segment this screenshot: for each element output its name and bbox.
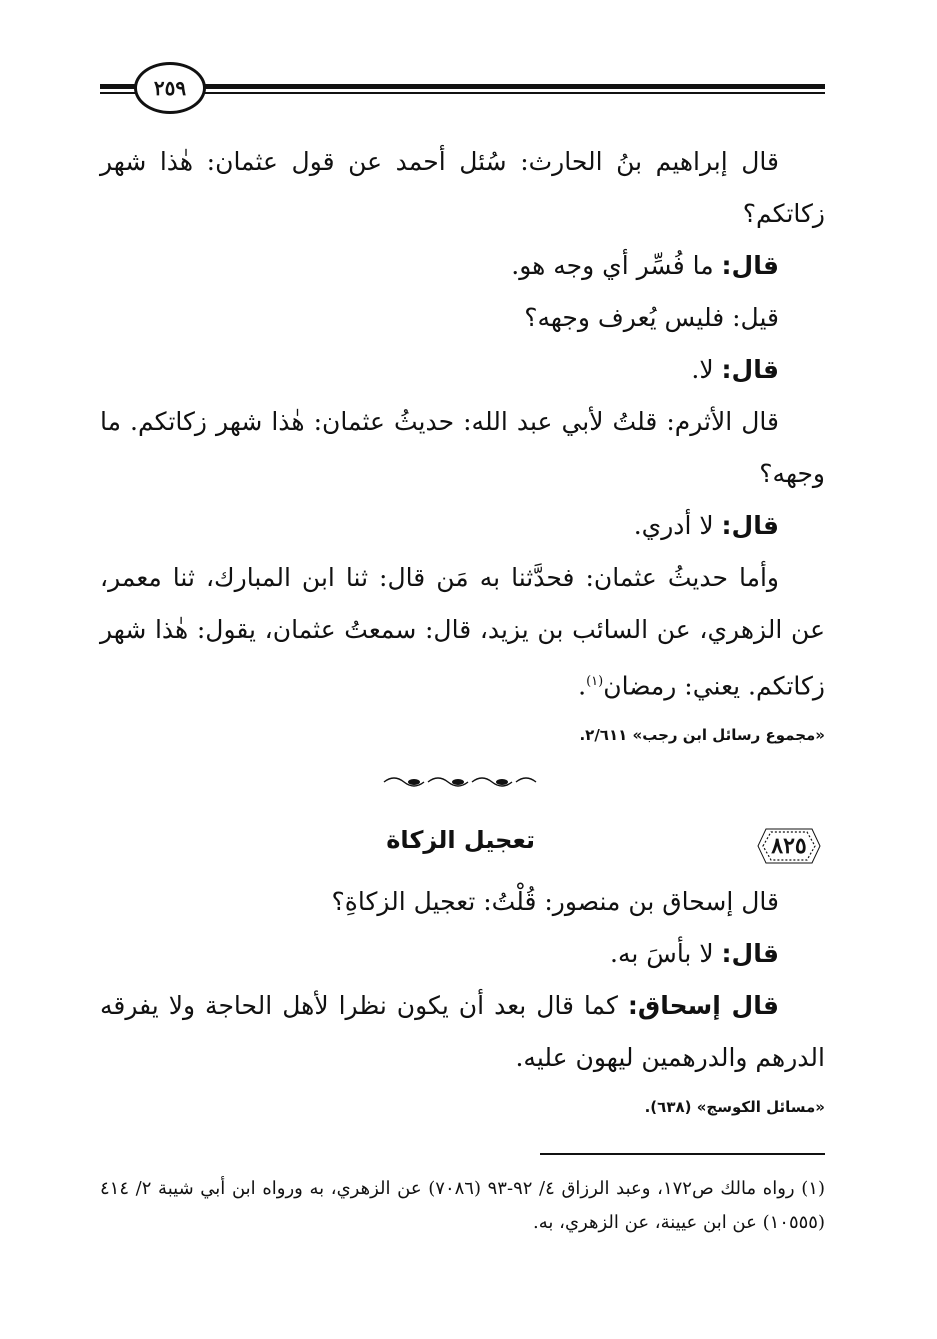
footnote-body: رواه مالك ص١٧٢، وعبد الرزاق ٤/ ٩٢-٩٣ (٧٠٨٦) عن الزهري، به ورواه ابن أبي شيبة ٢/ ٤١٤ (١٠٥٥٥) عن ابن عيينة، عن الزهري، به. bbox=[100, 1178, 825, 1233]
source-citation: «مسائل الكوسج» (٦٣٨). bbox=[644, 1098, 825, 1116]
paragraph bbox=[100, 344, 825, 396]
speaker-label: قال إسحاق: bbox=[627, 991, 780, 1020]
page-header bbox=[100, 62, 825, 112]
paragraph-text: لا أدري. bbox=[633, 511, 722, 540]
paragraph bbox=[100, 552, 825, 712]
speaker-label: قال: bbox=[721, 939, 779, 968]
section-number: ٨٢٥ bbox=[771, 833, 807, 859]
ornament-divider-icon bbox=[380, 772, 540, 792]
paragraph bbox=[100, 240, 825, 292]
section-heading bbox=[100, 822, 825, 868]
paragraph-end: . bbox=[578, 671, 587, 701]
source-citation: «مجموع رسائل ابن رجب» ٢/٦١١. bbox=[579, 726, 825, 745]
footnote bbox=[100, 1172, 825, 1240]
paragraph-text: وأما حديثُ عثمان: فحدَّثنا به مَن قال: ثنا ابن المبارك، ثنا معمر، عن الزهري، عن السائب بن يزيد، قال: سمعتُ عثمان، يقول: هٰذا شهر زكاتكم. يعني: رمضان bbox=[100, 563, 825, 701]
section-title: تعجيل الزكاة bbox=[386, 826, 535, 854]
paragraph-text: لا بأسَ به. bbox=[610, 939, 722, 968]
paragraph: قال الأثرم: قلتُ لأبي عبد الله: حديثُ عثمان: هٰذا شهر زكاتكم. ما وجهه؟ bbox=[100, 407, 825, 488]
paragraph bbox=[100, 928, 825, 980]
paragraph: قال إبراهيم بنُ الحارث: سُئل أحمد عن قول عثمان: هٰذا شهر زكاتكم؟ bbox=[100, 147, 825, 228]
paragraph: قال إسحاق بن منصور: قُلْتُ: تعجيل الزكاةِ؟ bbox=[331, 887, 779, 916]
paragraph bbox=[100, 500, 825, 552]
header-rule-thick bbox=[100, 84, 825, 89]
footnote-marker: (١) bbox=[801, 1178, 825, 1199]
page-number: ٢٥٩ bbox=[134, 62, 206, 114]
speaker-label: قال: bbox=[721, 511, 779, 540]
paragraph-text: كما قال بعد أن يكون نظرا لأهل الحاجة ولا يفرقه الدرهم والدرهمين ليهون عليه. bbox=[100, 991, 825, 1072]
footnote-divider bbox=[540, 1153, 825, 1155]
paragraph: قيل: فليس يُعرف وجهه؟ bbox=[524, 303, 779, 332]
footnote-text bbox=[100, 1172, 825, 1240]
paragraph-text: لا. bbox=[691, 355, 722, 384]
header-rule-thin bbox=[100, 92, 825, 94]
paragraph bbox=[100, 980, 825, 1084]
speaker-label: قال: bbox=[721, 251, 779, 280]
section-text-block bbox=[100, 876, 825, 1116]
paragraph-text: ما فُسِّر أي وجه هو. bbox=[511, 251, 722, 280]
footnote-reference: (١) bbox=[586, 674, 604, 689]
speaker-label: قال: bbox=[721, 355, 779, 384]
section-number-badge bbox=[757, 826, 821, 866]
main-text-block bbox=[100, 136, 825, 744]
